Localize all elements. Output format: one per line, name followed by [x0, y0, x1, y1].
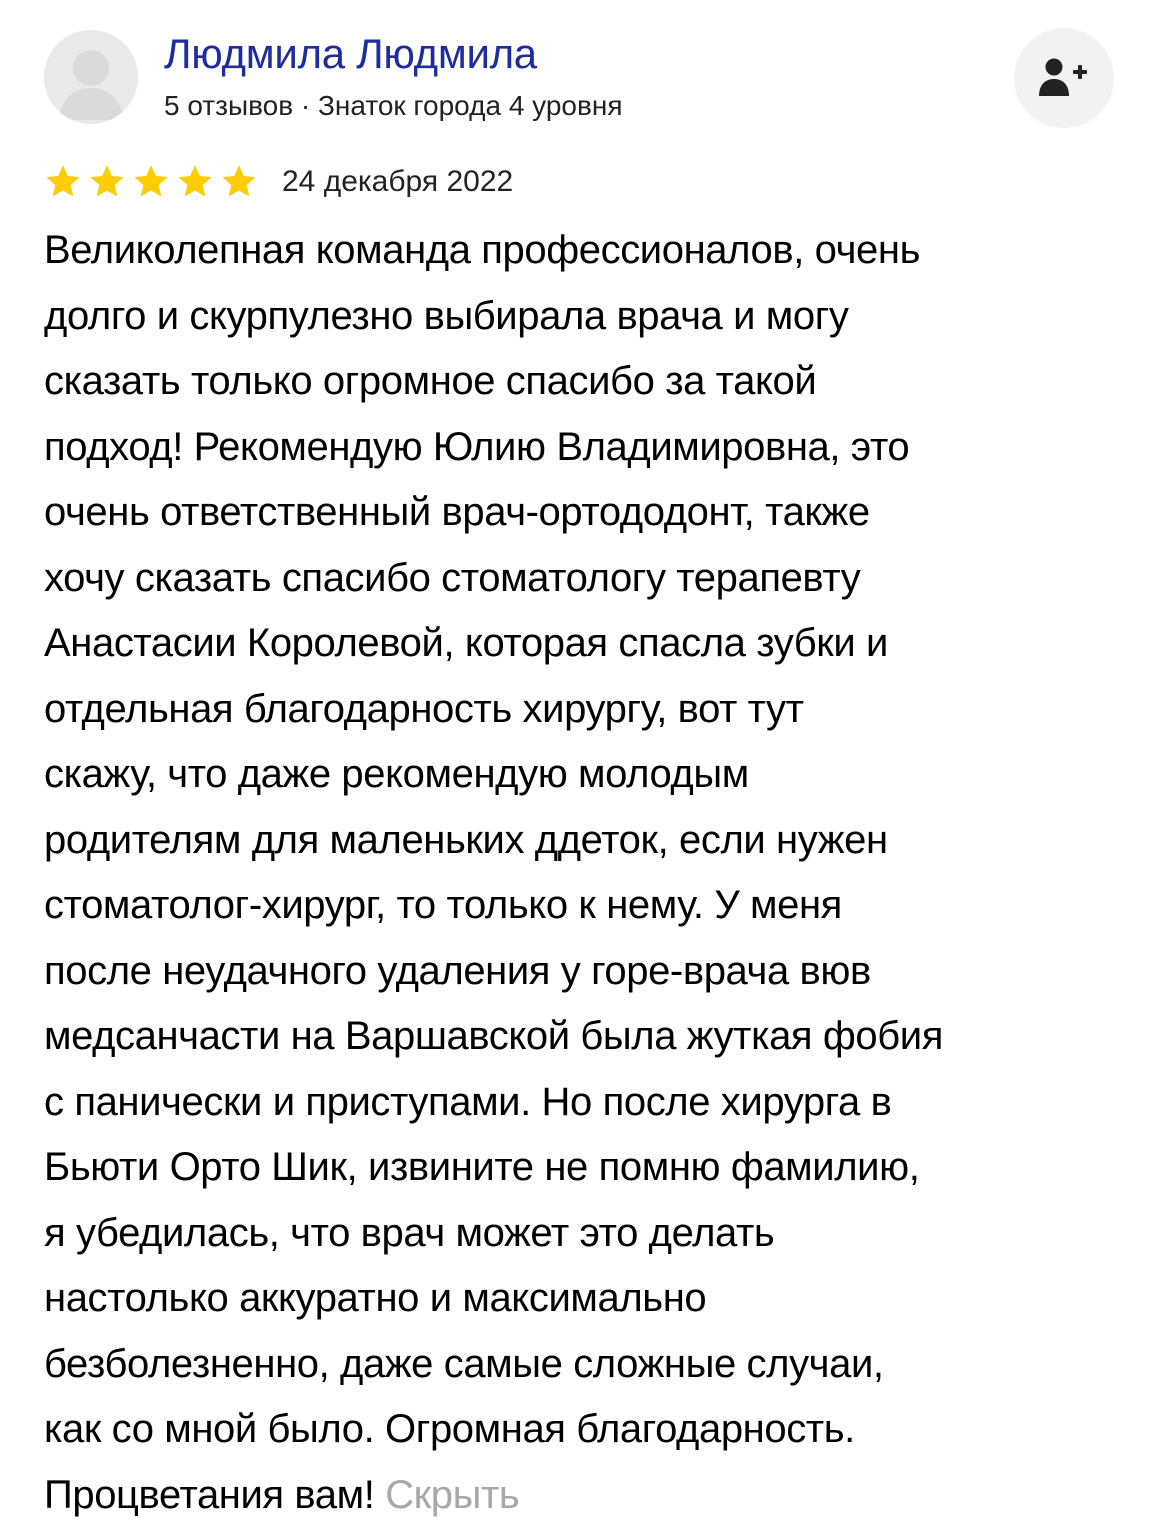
review-text-line: родителям для маленьких ддеток, если нужен — [44, 817, 888, 862]
author-meta: 5 отзывов · Знаток города 4 уровня — [164, 90, 623, 121]
hide-link[interactable]: Скрыть — [385, 1472, 520, 1517]
review-text-line: безболезненно, даже самые сложные случаи, — [44, 1341, 884, 1386]
review-date: 24 декабря 2022 — [282, 165, 514, 198]
review-text-line: долго и скурпулезно выбирала врача и могу — [44, 293, 849, 338]
review-text-line: Процветания вам! — [44, 1472, 375, 1517]
review-text-line: скажу, что даже рекомендую молодым — [44, 752, 749, 796]
review-text-line: очень ответственный врач-ортододонт, также — [44, 490, 870, 534]
review-text — [44, 218, 1124, 1528]
review-text-line: медсанчасти на Варшавской была жуткая фобия — [44, 1014, 943, 1058]
review-text-line: Анастасии Королевой, которая спасла зубки и — [44, 621, 888, 665]
star-icon — [88, 164, 126, 200]
review-text-line: я убедилась, что врач может это делать — [44, 1210, 775, 1255]
review-text-line: Великолепная команда профессионалов, очень — [44, 228, 921, 272]
subscribe-button[interactable] — [1014, 28, 1114, 128]
user-silhouette-icon — [44, 30, 138, 124]
star-icon — [132, 164, 170, 200]
review-text-line: как со мной было. Огромная благодарность. — [44, 1407, 855, 1451]
review-text-line: отдельная благодарность хирургу, вот тут — [44, 686, 804, 731]
review-text-line: с панически и приступами. Но после хирурга в — [44, 1079, 892, 1124]
review-text-line: Бьюти Орто Шик, извините не помню фамилию, — [44, 1145, 920, 1189]
rating-row — [44, 162, 513, 202]
author-name[interactable]: Людмила Людмила — [164, 30, 537, 77]
review-text-line: подход! Рекомендую Юлию Владимировна, это — [44, 424, 910, 469]
star-icon — [176, 164, 214, 200]
star-icon — [44, 164, 82, 200]
review-text-line: после неудачного удаления у горе-врача вюв — [44, 948, 871, 993]
rating-stars — [44, 164, 258, 200]
review-text-line: настолько аккуратно и максимально — [44, 1276, 707, 1320]
add-user-icon — [1038, 56, 1090, 100]
avatar[interactable] — [44, 30, 138, 124]
review-text-line: стоматолог-хирург, то только к нему. У меня — [44, 883, 842, 927]
star-icon — [220, 164, 258, 200]
review-text-line: хочу сказать спасибо стоматологу терапевту — [44, 555, 861, 600]
review-text-line: сказать только огромное спасибо за такой — [44, 359, 817, 403]
